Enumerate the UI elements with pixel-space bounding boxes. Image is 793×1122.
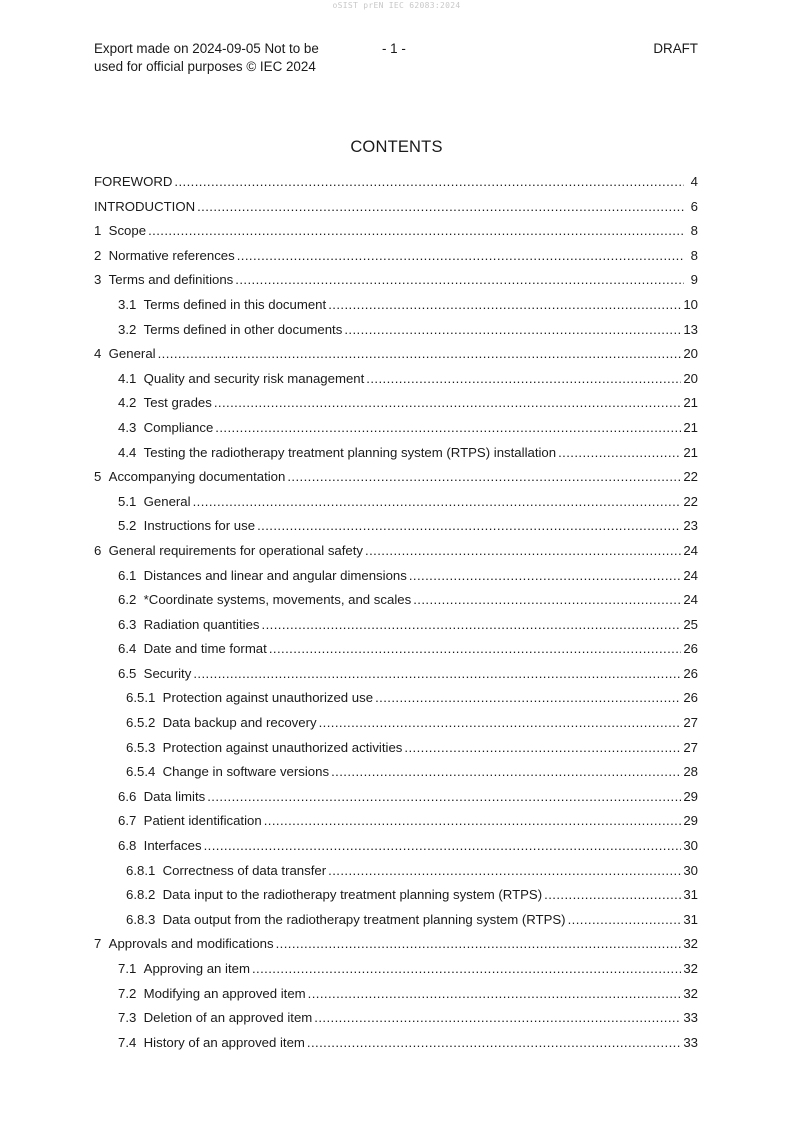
toc-entry-label: 2 Normative references	[94, 247, 235, 263]
toc-entry[interactable]	[94, 293, 698, 318]
toc-entry[interactable]	[94, 760, 698, 785]
toc-dot-leader	[264, 809, 682, 834]
toc-dot-leader	[252, 957, 681, 982]
toc-entry[interactable]	[94, 490, 698, 515]
toc-entry[interactable]	[94, 195, 698, 220]
toc-entry-page: 6	[690, 198, 698, 214]
toc-entry[interactable]	[94, 932, 698, 957]
toc-dot-leader	[365, 539, 681, 564]
toc-entry-label: 6.5 Security	[118, 665, 192, 681]
toc-dot-leader	[214, 391, 681, 416]
toc-entry-page: 30	[683, 862, 698, 878]
toc-entry[interactable]	[94, 785, 698, 810]
toc-entry-label: 7.4 History of an approved item	[118, 1034, 305, 1050]
toc-dot-leader	[328, 293, 681, 318]
toc-entry-label: FOREWORD	[94, 174, 173, 189]
toc-entry-page: 33	[683, 1010, 698, 1026]
toc-entry-label: 6.6 Data limits	[118, 788, 206, 804]
table-of-contents	[94, 170, 698, 1055]
toc-entry-page: 30	[683, 838, 698, 854]
toc-entry-page: 22	[683, 469, 698, 485]
toc-entry-label: 4.1 Quality and security risk management	[118, 370, 365, 386]
toc-dot-leader	[568, 908, 682, 933]
toc-entry-label: 5.1 General	[118, 493, 191, 509]
toc-entry[interactable]	[94, 686, 698, 711]
toc-entry[interactable]	[94, 268, 698, 293]
toc-entry-label: INTRODUCTION	[94, 198, 196, 214]
toc-entry[interactable]	[94, 391, 698, 416]
page-title: CONTENTS	[350, 138, 443, 156]
toc-entry-page: 31	[683, 911, 698, 927]
toc-dot-leader	[148, 219, 684, 244]
toc-dot-leader	[197, 195, 684, 220]
toc-entry-label: 1 Scope	[94, 223, 147, 239]
toc-dot-leader	[328, 859, 681, 884]
toc-dot-leader	[375, 686, 681, 711]
toc-entry-label: 6.5.1 Protection against unauthorized use	[126, 690, 374, 706]
toc-entry-label: 7 Approvals and modifications	[94, 936, 274, 952]
toc-entry-label: 7.3 Deletion of an approved item	[118, 1010, 313, 1026]
toc-entry-page: 13	[683, 321, 698, 337]
toc-dot-leader	[344, 318, 681, 343]
toc-entry-page: 20	[683, 346, 698, 362]
toc-entry[interactable]	[94, 170, 698, 195]
toc-entry[interactable]	[94, 859, 698, 884]
toc-entry-label: 4 General	[94, 346, 156, 362]
toc-entry-page: 25	[683, 616, 698, 632]
toc-dot-leader	[262, 613, 682, 638]
toc-dot-leader	[287, 465, 681, 490]
toc-entry-page: 29	[683, 813, 698, 829]
toc-dot-leader	[193, 490, 682, 515]
toc-entry-page: 21	[683, 444, 698, 460]
toc-dot-leader	[558, 441, 681, 466]
toc-entry-page: 8	[690, 247, 698, 263]
toc-entry[interactable]	[94, 834, 698, 859]
toc-entry-label: 6.8 Interfaces	[118, 838, 202, 854]
toc-entry[interactable]	[94, 465, 698, 490]
toc-entry-page: 32	[683, 936, 698, 952]
toc-entry-page: 26	[683, 641, 698, 657]
toc-entry[interactable]	[94, 367, 698, 392]
toc-entry-label: 7.1 Approving an item	[118, 961, 250, 976]
toc-entry[interactable]	[94, 539, 698, 564]
toc-dot-leader	[307, 1031, 681, 1056]
toc-dot-leader	[174, 170, 684, 195]
toc-entry[interactable]	[94, 662, 698, 687]
toc-entry-label: 7.2 Modifying an approved item	[118, 985, 306, 1001]
toc-dot-leader	[409, 564, 681, 589]
toc-entry-page: 24	[683, 567, 698, 583]
toc-dot-leader	[319, 711, 682, 736]
toc-entry[interactable]	[94, 416, 698, 441]
toc-entry-label: 3 Terms and definitions	[94, 272, 234, 288]
toc-entry-label: 4.3 Compliance	[118, 419, 214, 435]
toc-entry[interactable]	[94, 637, 698, 662]
toc-entry-page: 26	[683, 690, 698, 706]
toc-entry-page: 32	[683, 961, 698, 976]
toc-entry[interactable]	[94, 342, 698, 367]
toc-entry[interactable]	[94, 318, 698, 343]
toc-dot-leader	[544, 883, 681, 908]
header-draft-status: DRAFT	[653, 41, 698, 56]
toc-dot-leader	[308, 982, 682, 1007]
toc-entry[interactable]	[94, 711, 698, 736]
toc-dot-leader	[276, 932, 682, 957]
toc-entry-page: 24	[683, 542, 698, 558]
toc-dot-leader	[235, 268, 684, 293]
toc-entry-page: 31	[683, 887, 698, 903]
toc-entry-page: 21	[683, 419, 698, 435]
toc-entry[interactable]	[94, 588, 698, 613]
toc-entry-page: 20	[683, 370, 698, 386]
toc-entry-page: 23	[683, 518, 698, 534]
toc-dot-leader	[257, 514, 681, 539]
toc-entry[interactable]	[94, 244, 698, 269]
toc-dot-leader	[413, 588, 681, 613]
toc-entry[interactable]	[94, 514, 698, 539]
toc-entry-label: 6 General requirements for operational safety	[94, 542, 364, 558]
toc-entry-label: 6.4 Date and time format	[118, 641, 267, 657]
toc-entry-label: 4.2 Test grades	[118, 395, 212, 411]
toc-entry-label: 6.5.3 Protection against unauthorized activities	[126, 739, 403, 755]
toc-dot-leader	[237, 244, 684, 269]
toc-entry-page: 24	[683, 592, 698, 608]
toc-entry-page: 22	[683, 493, 698, 509]
toc-entry-page: 27	[683, 739, 698, 755]
toc-entry-page: 32	[683, 985, 698, 1001]
toc-entry-label: 6.1 Distances and linear and angular dimensions	[118, 567, 407, 583]
toc-entry[interactable]	[94, 613, 698, 638]
toc-entry-label: 6.8.3 Data output from the radiotherapy treatment planning system (RTPS)	[126, 911, 566, 927]
toc-dot-leader	[269, 637, 682, 662]
toc-dot-leader	[207, 785, 681, 810]
header-export-note: Export made on 2024-09-05 Not to be used for official purposes © IEC 2024	[94, 41, 319, 74]
toc-entry-label: 6.5.2 Data backup and recovery	[126, 715, 317, 731]
toc-entry-label: 6.8.1 Correctness of data transfer	[126, 862, 327, 878]
toc-entry-page: 26	[683, 665, 698, 681]
toc-entry-label: 6.5.4 Change in software versions	[126, 764, 330, 780]
toc-dot-leader	[366, 367, 681, 392]
toc-dot-leader	[404, 736, 681, 761]
toc-entry-label: 6.7 Patient identification	[118, 813, 262, 829]
toc-entry-label: 4.4 Testing the radiotherapy treatment planning system (RTPS) installation	[118, 444, 557, 460]
toc-entry-label: 3.1 Terms defined in this document	[118, 296, 327, 312]
toc-entry-page: 4	[690, 174, 698, 189]
toc-dot-leader	[158, 342, 682, 367]
header-page-number: - 1 -	[382, 41, 406, 56]
toc-dot-leader	[193, 662, 681, 687]
toc-entry[interactable]	[94, 1031, 698, 1056]
toc-entry-label: 6.3 Radiation quantities	[118, 616, 260, 632]
toc-dot-leader	[204, 834, 682, 859]
toc-entry[interactable]	[94, 809, 698, 834]
toc-entry[interactable]	[94, 219, 698, 244]
toc-entry-page: 33	[683, 1034, 698, 1050]
toc-entry-page: 10	[683, 296, 698, 312]
toc-dot-leader	[215, 416, 681, 441]
toc-entry-label: 6.2 *Coordinate systems, movements, and scales	[118, 592, 412, 608]
toc-entry[interactable]	[94, 1006, 698, 1031]
toc-entry-label: 5 Accompanying documentation	[94, 469, 286, 485]
toc-entry-page: 9	[690, 272, 698, 288]
watermark: oSIST prEN IEC 62083:2024	[332, 1, 461, 10]
toc-entry[interactable]	[94, 982, 698, 1007]
toc-entry-page: 8	[690, 223, 698, 239]
toc-entry[interactable]	[94, 883, 698, 908]
toc-entry[interactable]	[94, 736, 698, 761]
toc-dot-leader	[331, 760, 681, 785]
toc-dot-leader	[314, 1006, 681, 1031]
toc-entry-label: 6.8.2 Data input to the radiotherapy treatment planning system (RTPS)	[126, 887, 543, 903]
toc-entry-page: 21	[683, 395, 698, 411]
toc-entry-label: 3.2 Terms defined in other documents	[118, 321, 343, 337]
toc-entry-page: 27	[683, 715, 698, 731]
toc-entry-label: 5.2 Instructions for use	[118, 518, 256, 534]
toc-entry[interactable]	[94, 441, 698, 466]
toc-entry[interactable]	[94, 957, 698, 982]
toc-entry[interactable]	[94, 908, 698, 933]
toc-entry[interactable]	[94, 564, 698, 589]
toc-entry-page: 28	[683, 764, 698, 780]
toc-entry-page: 29	[683, 788, 698, 804]
